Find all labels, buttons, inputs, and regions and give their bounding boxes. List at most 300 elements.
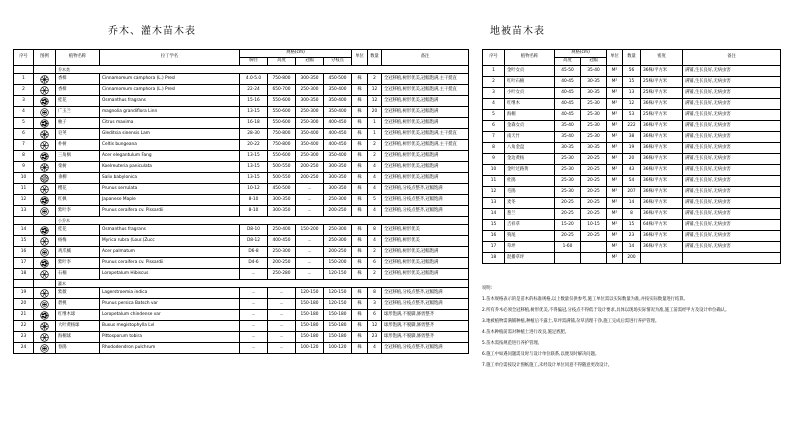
quantity: 207 (623, 187, 641, 198)
row-number: 24 (14, 343, 34, 354)
plant-name: 红继木球 (56, 310, 100, 321)
row-number: 9 (483, 154, 505, 165)
remark: 全冠移植,分枝点整齐,冠幅饱满 (382, 343, 469, 354)
row-number: 7 (14, 140, 34, 151)
quantity: 4 (368, 184, 382, 195)
table-row (483, 187, 781, 198)
remark: 全冠移植,树形优美,冠幅饱满 (382, 118, 469, 129)
spec-branch: 120-150 (324, 288, 352, 299)
remark: 满铺,生长良好,无病虫害 (683, 176, 781, 187)
spec-crown: 30-35 (581, 77, 607, 88)
spec-branch: 120-150 (324, 269, 352, 280)
remark: 全冠移植,树形优美,冠幅饱满,主干挺直 (382, 74, 469, 85)
quantity: 1 (368, 118, 382, 129)
unit: M² (607, 253, 623, 264)
plant-name: 八角金盘 (505, 143, 555, 154)
remark: 球形饱满,不脱脚,修剪整齐 (382, 310, 469, 321)
spec-crown: 300-350 (296, 74, 324, 85)
row-number: 11 (483, 176, 505, 187)
latin-name: Japanese Maple (100, 195, 240, 206)
spec-dbh: ... (240, 332, 268, 343)
unit: 株 (352, 151, 368, 162)
remark: 满铺,生长良好,无病虫害 (683, 209, 781, 220)
unit: M² (607, 77, 623, 88)
spec-branch: 100-120 (324, 343, 352, 354)
latin-name: Acer elegantulum Fang (100, 151, 240, 162)
quantity: 4 (368, 173, 382, 184)
quantity: 4 (368, 236, 382, 247)
remark: 满铺,生长良好,无病虫害 (683, 154, 781, 165)
quantity: 56 (623, 66, 641, 77)
plant-name: 金叶女贞 (505, 66, 555, 77)
spec-height: 35-40 (555, 121, 581, 132)
spec-branch: 250-300 (324, 236, 352, 247)
spec-height: 40-45 (555, 88, 581, 99)
spec-height: 15-20 (555, 220, 581, 231)
remark: 满铺,生长良好,无病虫害 (683, 110, 781, 121)
spec-crown: ... (296, 236, 324, 247)
plant-symbol-icon (34, 74, 56, 85)
table-row (14, 85, 469, 96)
spec-dbh: 28-30 (240, 129, 268, 140)
spec-crown: 35-40 (581, 66, 607, 77)
spec-crown: 150-200 (296, 225, 324, 236)
spec-branch: 150-180 (324, 310, 352, 321)
quantity: 54 (623, 176, 641, 187)
unit: M² (607, 231, 623, 242)
plant-symbol-icon (34, 129, 56, 140)
section-row (14, 66, 469, 74)
plant-name: 皂荚 (56, 129, 100, 140)
spec-dbh: 15-16 (240, 96, 268, 107)
header-branch: 分枝点 (324, 58, 352, 66)
spec-crown: ... (296, 269, 324, 280)
unit: M² (607, 132, 623, 143)
header-dbh: 胸径 (240, 58, 268, 66)
row-number: 16 (483, 231, 505, 242)
unit: M² (607, 198, 623, 209)
remark: 全冠移植,树形优美,冠幅饱满 (382, 269, 469, 280)
table-row (14, 129, 469, 140)
section-label: 灌木 (56, 280, 469, 288)
spec-crown: 30-35 (581, 88, 607, 99)
table-row (14, 140, 469, 151)
spec-dbh: ... (240, 269, 268, 280)
spec-branch: 350-400 (324, 85, 352, 96)
remark: 全冠移植,树形优美,冠幅饱满 (382, 247, 469, 258)
latin-name: Prunus serrulata (100, 184, 240, 195)
row-number: 5 (14, 118, 34, 129)
quantity: 222 (623, 121, 641, 132)
quantity: 15 (623, 77, 641, 88)
unit: 株 (352, 162, 368, 173)
spec-height: 40-45 (555, 99, 581, 110)
spec-crown: 20-25 (581, 198, 607, 209)
planting-density: 25株/平方米 (641, 88, 683, 99)
table-row (14, 107, 469, 118)
spec-height: 25-30 (555, 176, 581, 187)
remark: 全冠移植,分枝点整齐,冠幅饱满 (382, 288, 469, 299)
spec-height: 500-550 (268, 162, 296, 173)
plant-name: 香樟 (56, 74, 100, 85)
spec-crown: 250-300 (296, 85, 324, 96)
plant-name: 麦冬 (505, 198, 555, 209)
unit: M² (607, 110, 623, 121)
spec-branch: 200-250 (324, 247, 352, 258)
spec-crown: 30-35 (581, 143, 607, 154)
quantity: 14 (623, 242, 641, 253)
row-number: 3 (14, 96, 34, 107)
note-item: 4.苗木种植前需对种植土进行改良,施足底肥。 (482, 330, 570, 335)
remark: 全冠移植,分枝点整齐,冠幅饱满 (382, 299, 469, 310)
spec-height: 35-40 (555, 132, 581, 143)
spec-branch: 400-450 (324, 118, 352, 129)
row-number: 8 (14, 151, 34, 162)
spec-branch: 150-200 (324, 258, 352, 269)
unit: M² (607, 187, 623, 198)
unit: M² (607, 165, 623, 176)
latin-name: Prunus ceraifera cv. Pissardii (100, 206, 240, 217)
planting-density: 25株/平方米 (641, 77, 683, 88)
quantity: 4 (368, 343, 382, 354)
spec-dbh: 4.0-5.0 (240, 74, 268, 85)
spec-height: 200-250 (268, 258, 296, 269)
plant-symbol-icon (34, 162, 56, 173)
quantity: 8 (368, 288, 382, 299)
unit: 株 (352, 299, 368, 310)
cover-header-crown: 冠幅 (581, 58, 607, 66)
section-spacer (14, 66, 34, 74)
cover-header-unit: 单位 (607, 50, 623, 66)
table-row (483, 231, 781, 242)
quantity: 4 (368, 162, 382, 173)
row-number: 8 (483, 143, 505, 154)
remark: 全冠移植,分枝点整齐,冠幅饱满 (382, 184, 469, 195)
ground-cover-table (482, 49, 781, 264)
spec-crown: ... (296, 195, 324, 206)
latin-name: Prunus ceraifera cv. Pissardii (100, 258, 240, 269)
plant-symbol-icon (34, 173, 56, 184)
latin-name: Celtis bungeana (100, 140, 240, 151)
spec-height: ... (268, 343, 296, 354)
planting-density: 36株/平方米 (641, 165, 683, 176)
spec-branch: 150-180 (324, 321, 352, 332)
plant-symbol-icon (34, 343, 56, 354)
latin-name: Loropetalum Hibiscus (100, 269, 240, 280)
table-row (14, 236, 469, 247)
header-crown: 冠幅 (296, 58, 324, 66)
plant-symbol-icon (34, 195, 56, 206)
quantity: 19 (623, 143, 641, 154)
plant-name: 混播草坪 (505, 253, 555, 264)
row-number: 4 (14, 107, 34, 118)
spec-crown: 25-30 (581, 132, 607, 143)
latin-name: Citrus maxima (100, 118, 240, 129)
planting-density: 36株/平方米 (641, 99, 683, 110)
row-number: 13 (483, 198, 505, 209)
plant-name: 鸡爪槭 (56, 247, 100, 258)
row-number: 10 (14, 173, 34, 184)
spec-height: ... (268, 299, 296, 310)
remark: 全冠移植,树形优美,冠幅饱满 (382, 173, 469, 184)
unit: 株 (352, 74, 368, 85)
table-row (14, 299, 469, 310)
latin-name: Gleditsia sinensis Lam (100, 129, 240, 140)
latin-name: Lagerstroemia indica (100, 288, 240, 299)
plant-symbol-icon (34, 206, 56, 217)
plant-symbol-icon (34, 140, 56, 151)
unit: 株 (352, 195, 368, 206)
row-number: 4 (483, 99, 505, 110)
table-row (483, 77, 781, 88)
unit: 株 (352, 258, 368, 269)
plant-name: 三角枫 (56, 151, 100, 162)
spec-dbh: 13-15 (240, 162, 268, 173)
spec-dbh: 13-15 (240, 107, 268, 118)
remark: 满铺,生长良好,无病虫害 (683, 231, 781, 242)
planting-density (641, 253, 683, 264)
plant-symbol-icon (34, 107, 56, 118)
plant-symbol-icon (34, 332, 56, 343)
unit: 株 (352, 310, 368, 321)
spec-height: 20-25 (555, 198, 581, 209)
spec-crown: 20-25 (581, 165, 607, 176)
spec-height: ... (268, 321, 296, 332)
unit: 株 (352, 96, 368, 107)
spec-height: 750-800 (268, 129, 296, 140)
latin-name: magnolia grandiflora Linn (100, 107, 240, 118)
row-number: 7 (483, 132, 505, 143)
row-number: 2 (14, 85, 34, 96)
spec-height: 550-600 (268, 151, 296, 162)
table-row (483, 132, 781, 143)
spec-dbh: ... (240, 288, 268, 299)
header-name: 植物名称 (56, 50, 100, 66)
plant-name: 栾树 (56, 162, 100, 173)
planting-density: 36株/平方米 (641, 143, 683, 154)
planting-density: 36株/平方米 (641, 121, 683, 132)
table-row (14, 225, 469, 236)
spec-dbh: ... (240, 321, 268, 332)
spec-crown: 20-25 (581, 231, 607, 242)
table-row (483, 99, 781, 110)
spec-crown: 25-30 (581, 110, 607, 121)
row-number: 15 (483, 220, 505, 231)
spec-crown: 350-400 (296, 129, 324, 140)
unit: 株 (352, 332, 368, 343)
remark: 满铺,生长良好,无病虫害 (683, 187, 781, 198)
quantity: 12 (368, 321, 382, 332)
row-number: 18 (483, 253, 505, 264)
plant-name: 金叶过路黄 (505, 165, 555, 176)
cover-table-title: 地被苗木表 (490, 26, 545, 37)
plant-symbol-icon (34, 247, 56, 258)
header-unit: 单位 (352, 50, 368, 66)
unit: M² (607, 154, 623, 165)
section-row (14, 280, 469, 288)
plant-name: 碧桃 (56, 299, 100, 310)
row-number: 20 (14, 299, 34, 310)
spec-height: ... (268, 332, 296, 343)
table-row (14, 173, 469, 184)
header-symbol: 图例 (34, 50, 56, 66)
row-number: 10 (483, 165, 505, 176)
unit: 株 (352, 129, 368, 140)
row-number: 22 (14, 321, 34, 332)
plant-name: 大叶黄杨球 (56, 321, 100, 332)
unit: 株 (352, 85, 368, 96)
row-number: 5 (483, 110, 505, 121)
quantity: 8 (623, 209, 641, 220)
table-row (14, 310, 469, 321)
row-number: 11 (14, 184, 34, 195)
spec-crown: 10-15 (581, 220, 607, 231)
quantity: 12 (368, 85, 382, 96)
remark: 球形饱满,不脱脚,修剪整齐 (382, 332, 469, 343)
unit: M² (607, 121, 623, 132)
spec-dbh: 20-22 (240, 140, 268, 151)
remark: 全冠移植,分枝点整齐,冠幅饱满 (382, 195, 469, 206)
row-number: 1 (483, 66, 505, 77)
plant-name: 南天竹 (505, 132, 555, 143)
remark: 全冠移植,树形优美,冠幅饱满,主干挺直 (382, 140, 469, 151)
plant-symbol-icon (34, 258, 56, 269)
spec-height: 20-25 (555, 231, 581, 242)
plant-name: 桂花 (56, 225, 100, 236)
cover-header-spec: 规格(cm) (555, 50, 607, 58)
plant-name: 草坪 (505, 242, 555, 253)
latin-name: Cinnamomum camphora (L.) Presl (100, 74, 240, 85)
spec-height (555, 253, 581, 264)
remark: 全冠移植,树形优美,冠幅饱满 (382, 96, 469, 107)
remark: 满铺,生长良好,无病虫害 (683, 220, 781, 231)
spec-height: 500-550 (268, 173, 296, 184)
plant-name: 杨梅 (56, 236, 100, 247)
table-row (14, 118, 469, 129)
quantity: 2 (368, 269, 382, 280)
plant-symbol-icon (34, 299, 56, 310)
table-row (483, 220, 781, 231)
spec-crown: 150-180 (296, 321, 324, 332)
latin-name: Loropetalum chindense var (100, 310, 240, 321)
remark: 满铺,生长良好,无病虫害 (683, 242, 781, 253)
table-row (483, 165, 781, 176)
section-spacer (34, 217, 56, 225)
row-number: 18 (14, 269, 34, 280)
spec-height: 550-600 (268, 96, 296, 107)
spec-dbh: D8-10 (240, 225, 268, 236)
spec-crown (581, 253, 607, 264)
remark: 全冠移植,树形优美,冠幅饱满 (382, 107, 469, 118)
spec-crown: 200-250 (296, 173, 324, 184)
spec-dbh: 13-15 (240, 151, 268, 162)
row-number: 17 (14, 258, 34, 269)
unit: M² (607, 209, 623, 220)
section-label: 乔木类 (56, 66, 469, 74)
unit: 株 (352, 225, 368, 236)
spec-height: 750-800 (268, 74, 296, 85)
table-row (14, 206, 469, 217)
remark: 满铺,生长良好,无病虫害 (683, 143, 781, 154)
latin-name: Pittosporum tobira (100, 332, 240, 343)
spec-height: 45-50 (555, 66, 581, 77)
plant-name: 金边黄杨 (505, 154, 555, 165)
spec-crown: 20-25 (581, 154, 607, 165)
plant-name: 朴树 (56, 140, 100, 151)
table-row (483, 198, 781, 209)
remark: 满铺,生长良好,无病虫害 (683, 77, 781, 88)
quantity: 43 (623, 165, 641, 176)
latin-name: Myrica rubra (Lour.)Zucc (100, 236, 240, 247)
unit: 株 (352, 343, 368, 354)
remark: 满铺,生长良好,无病虫害 (683, 198, 781, 209)
plant-name: 香樟 (56, 85, 100, 96)
table-row (14, 162, 469, 173)
spec-crown: 150-180 (296, 310, 324, 321)
spec-height: ... (268, 310, 296, 321)
spec-crown: ... (296, 258, 324, 269)
header-remark: 备注 (382, 50, 469, 66)
cover-header-height: 高度 (555, 58, 581, 66)
spec-crown: ... (296, 184, 324, 195)
remark: 全冠移植,树形优美,冠幅饱满 (382, 258, 469, 269)
spec-dbh: 13-15 (240, 173, 268, 184)
quantity: 53 (623, 110, 641, 121)
latin-name: Rhododendron pulchrum (100, 343, 240, 354)
row-number: 13 (14, 206, 34, 217)
quantity: 6 (368, 258, 382, 269)
table-row (483, 253, 781, 264)
quantity: 6 (368, 310, 382, 321)
spec-height: 20-25 (555, 209, 581, 220)
spec-dbh: D8-12 (240, 236, 268, 247)
plant-symbol-icon (34, 184, 56, 195)
spec-branch: 150-180 (324, 332, 352, 343)
plant-name: 柚子 (56, 118, 100, 129)
remark: 满铺,生长良好,无病虫害 (683, 88, 781, 99)
cover-header-name: 植物名称 (505, 50, 555, 66)
table-row (483, 176, 781, 187)
tree-table-title: 乔木、灌木苗木表 (108, 26, 196, 37)
plant-name: 毛鹃 (505, 187, 555, 198)
plant-name: 海桐球 (56, 332, 100, 343)
planting-density: 25株/平方米 (641, 110, 683, 121)
plant-name: 葱兰 (505, 209, 555, 220)
spec-height: 25-30 (555, 154, 581, 165)
remark: 满铺,生长良好,无病虫害 (683, 165, 781, 176)
spec-crown: 300-350 (296, 96, 324, 107)
unit: 株 (352, 206, 368, 217)
unit: M² (607, 242, 623, 253)
unit: M² (607, 220, 623, 231)
spec-branch: 350-400 (324, 96, 352, 107)
row-number: 6 (14, 129, 34, 140)
header-latin: 拉丁学名 (100, 50, 240, 66)
notes-section (482, 283, 782, 371)
spec-height: 250-300 (268, 247, 296, 258)
quantity: 1 (368, 129, 382, 140)
spec-crown (581, 242, 607, 253)
spec-dbh: ... (240, 343, 268, 354)
note-item: 2.所有乔木必须全冠移植,树形优美,不得偏冠,分枝点不得低于设计要求,具体以现场实际情况为准,施工前需经甲方及设计单位确认。 (482, 308, 730, 313)
spec-height: 250-400 (268, 225, 296, 236)
planting-density: 36株/平方米 (641, 176, 683, 187)
planting-density: 36株/平方米 (641, 187, 683, 198)
plant-name: 红枫 (56, 195, 100, 206)
remark: 全冠移植,树形优美,冠幅饱满 (382, 162, 469, 173)
spec-branch: 300-350 (324, 184, 352, 195)
spec-height: 25-30 (555, 187, 581, 198)
